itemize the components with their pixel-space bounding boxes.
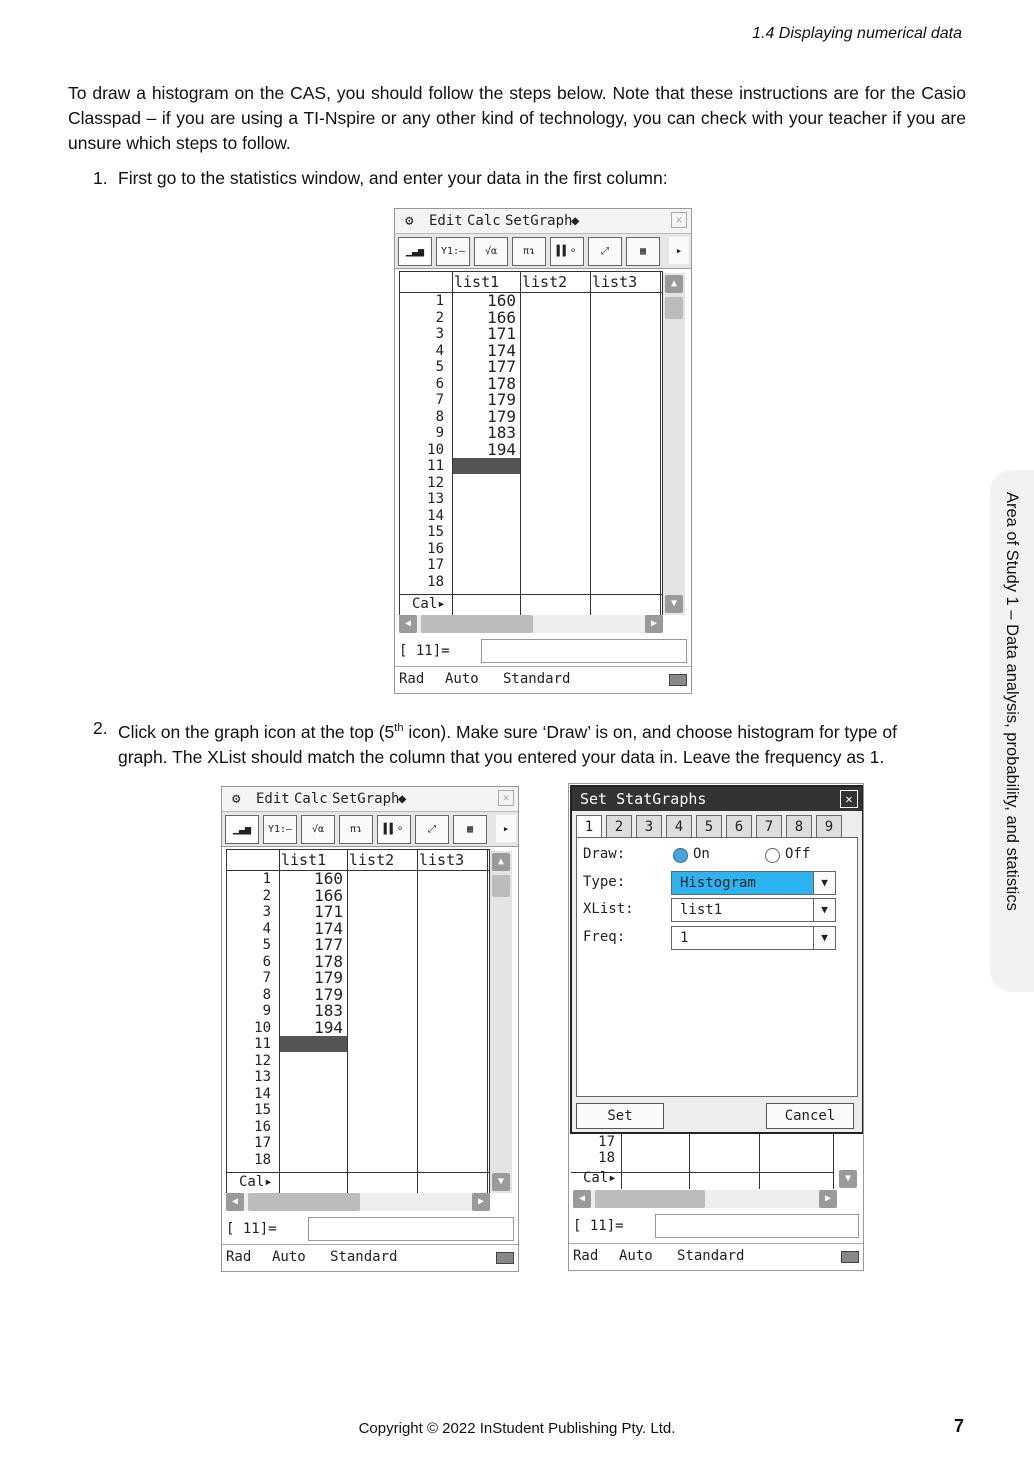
row-number: 14 [427,507,444,524]
grid-line [227,1172,489,1173]
stat-graph-icon[interactable]: ▁▃▅ [398,237,432,266]
list1-cell[interactable]: 183 [314,1001,343,1020]
intro-paragraph: To draw a histogram on the CAS, you should follow the steps below. Note that these instructions are for the Casio Classpad – if you are using a TI-Nspire or any other kind of technology, you can check with your teacher if you are unsure which steps to follow. [68,83,966,153]
pi-icon[interactable]: π↴ [339,815,373,844]
grid-line [759,1134,760,1189]
list1-cell[interactable]: 179 [487,390,516,409]
row-number: 14 [254,1085,271,1102]
menu-bar [222,787,518,812]
battery-icon [496,1252,514,1264]
row-number: 18 [254,1151,271,1168]
calculator-screen-1 [394,208,692,694]
side-tab [990,470,1034,992]
column-header-list1[interactable]: list1 [281,851,327,869]
row-number: 4 [262,920,271,937]
list1-cell[interactable]: 166 [314,885,343,905]
status-bar [395,666,691,693]
tab-3[interactable]: 3 [636,815,662,839]
step-1-number: 1. [93,168,108,188]
status-bar [569,1243,863,1270]
column-header-list2[interactable]: list2 [349,851,395,869]
list1-cell[interactable]: 166 [487,307,516,327]
step-2-superscript: th [394,722,404,734]
sqrt-alpha-icon[interactable]: √α [301,815,335,844]
status-mode: Auto [272,1249,306,1265]
close-icon[interactable]: ✕ [498,790,514,806]
list1-cell[interactable]: 171 [314,902,343,921]
row-number: 11 [254,1036,271,1052]
scroll-down-button[interactable]: ▼ [492,1173,510,1191]
row-number: 5 [262,937,271,953]
edit-menu[interactable]: Edit [256,791,290,807]
table-icon[interactable]: ▦ [453,815,487,844]
list1-cell[interactable]: 194 [487,439,516,459]
status-format: Standard [503,671,571,687]
freq-label: Freq: [583,929,626,945]
scroll-thumb[interactable] [492,875,510,897]
scroll-thumb[interactable] [248,1193,360,1211]
more-arrow-icon[interactable]: ▸ [669,237,689,264]
chevron-down-icon[interactable]: ▼ [813,872,835,894]
status-bar [222,1244,518,1271]
row-number: 10 [427,441,444,458]
scroll-thumb[interactable] [665,297,683,319]
row-number: 18 [427,573,444,590]
row-number: 1 [435,293,444,309]
draw-on-radio[interactable] [673,848,688,863]
row-number: 16 [427,540,444,557]
chevron-down-icon[interactable]: ▼ [813,927,835,949]
step-1-text: First go to the statistics window, and enter your data in the first column: [118,168,668,188]
entry-line [395,639,689,663]
status-mode: Auto [445,671,479,687]
draw-label: Draw: [583,846,626,862]
list1-cell[interactable]: 179 [314,984,343,1004]
grid-line [660,272,661,616]
step-2-text-b: icon). Make sure ‘Draw’ is on, and choose histogram for type of [403,721,897,742]
row-number: 2 [262,887,271,904]
grid-line [689,1134,690,1189]
set-button[interactable]: Set [576,1103,664,1129]
list1-cell[interactable]: 177 [487,357,516,376]
y-equals-icon[interactable]: Y1:— [436,237,470,266]
calculator-screen-3 [568,783,864,1271]
list1-cell[interactable]: 178 [487,373,516,393]
xlist-label: XList: [583,901,634,917]
calc-label: Cal▸ [239,1174,273,1190]
grid-line [590,272,591,616]
scroll-right-button[interactable]: ▶ [472,1193,490,1211]
grid-line [520,272,521,616]
graph-settings-icon[interactable]: ▌▌⚬ [377,815,411,844]
table-icon[interactable]: ▦ [626,237,660,266]
scroll-thumb[interactable] [421,615,533,633]
entry-line [569,1214,861,1238]
edit-menu[interactable]: Edit [429,213,463,229]
tab-1[interactable]: 1 [576,815,602,839]
row-number: 11 [427,458,444,474]
list1-cell[interactable]: 178 [314,951,343,971]
battery-icon [841,1251,859,1263]
row-number: 6 [262,953,271,970]
scroll-up-button[interactable]: ▲ [665,275,683,293]
graph-settings-icon[interactable]: ▌▌⚬ [550,237,584,266]
list1-cell[interactable]: 174 [314,918,343,938]
tab-7[interactable]: 7 [756,815,782,839]
list1-cell[interactable]: 177 [314,935,343,954]
vertical-scrollbar[interactable] [490,851,512,1193]
row-number: 7 [262,970,271,986]
selected-cell[interactable] [453,458,520,474]
scroll-left-button[interactable]: ◀ [399,615,417,633]
scroll-right-button[interactable]: ▶ [645,615,663,633]
type-label: Type: [583,874,626,890]
set-statgraphs-dialog [570,785,864,1134]
more-arrow-icon[interactable]: ▸ [496,815,516,842]
pi-icon[interactable]: π↴ [512,237,546,266]
spreadsheet-grid [226,849,490,1195]
list1-cell[interactable]: 160 [487,291,516,310]
battery-icon [669,674,687,686]
scroll-down-button[interactable]: ▼ [665,595,683,613]
horizontal-scrollbar[interactable] [399,615,663,633]
type-value: Histogram [672,872,818,894]
entry-label: [ 11]= [399,643,450,659]
entry-field[interactable] [308,1217,514,1241]
entry-line [222,1217,516,1241]
tab-4[interactable]: 4 [666,815,692,839]
dialog-body [576,837,858,1097]
spreadsheet-grid [399,271,663,617]
xlist-dropdown[interactable] [671,898,836,922]
column-header-list1[interactable]: list1 [454,273,500,291]
grid-line [347,850,348,1194]
menu-bar [395,209,691,234]
row-number: 13 [427,491,444,507]
list1-cell[interactable]: 174 [487,340,516,360]
draw-off-radio[interactable] [765,848,780,863]
list1-cell[interactable]: 171 [487,324,516,343]
row-number: 6 [435,375,444,392]
status-format: Standard [330,1249,398,1265]
column-header-list3[interactable]: list3 [592,273,638,291]
y-equals-icon[interactable]: Y1:— [263,815,297,844]
row-number: 18 [598,1150,615,1166]
grid-line [621,1134,622,1189]
calc-menu[interactable]: Calc [467,213,501,229]
row-number: 3 [262,904,271,920]
row-number: 5 [435,359,444,375]
setgraph-menu[interactable]: SetGraph [505,213,573,229]
dialog-close-icon[interactable]: ✕ [840,790,858,808]
status-angle: Rad [573,1248,599,1264]
draw-on-label: On [693,846,710,862]
side-tab-label: Area of Study 1 – Data analysis, probability, and statistics [1003,492,1021,911]
step-2-text-a: Click on the graph icon at the top (5 [118,721,395,742]
freq-dropdown[interactable] [671,926,836,950]
scroll-left-button[interactable]: ◀ [226,1193,244,1211]
row-number: 10 [254,1019,271,1036]
settings-menu-icon[interactable]: ⚙ [232,791,241,807]
list1-cell[interactable]: 160 [314,869,343,888]
row-number: 17 [427,557,444,573]
row-number: 4 [435,342,444,359]
tab-5[interactable]: 5 [696,815,722,839]
cancel-button[interactable]: Cancel [766,1103,854,1129]
toolbar [222,812,518,847]
row-number: 17 [254,1135,271,1151]
row-number: 13 [254,1069,271,1085]
step-2-text [118,716,966,770]
tab-2[interactable]: 2 [606,815,632,839]
entry-field[interactable] [481,639,687,663]
tab-8[interactable]: 8 [786,815,812,839]
column-header-list2[interactable]: list2 [522,273,568,291]
calc-label: Cal▸ [412,596,446,612]
status-angle: Rad [226,1249,252,1265]
row-number: 15 [427,524,444,540]
scroll-down-button[interactable]: ▼ [839,1170,857,1188]
page-number: 7 [954,1416,965,1436]
status-mode: Auto [619,1248,653,1264]
diamond-menu-icon[interactable]: ◆ [571,213,580,229]
row-number: 12 [254,1052,271,1069]
scroll-right-button[interactable]: ▶ [819,1190,837,1208]
grid-line [417,850,418,1194]
row-number: 7 [435,392,444,408]
row-number: 9 [435,425,444,441]
xlist-value: list1 [680,902,723,918]
draw-off-label: Off [785,846,811,862]
diamond-menu-icon[interactable]: ◆ [398,791,407,807]
status-format: Standard [677,1248,745,1264]
scroll-left-button[interactable]: ◀ [573,1190,591,1208]
scroll-thumb[interactable] [595,1190,705,1208]
dialog-title-bar [572,787,862,811]
row-number: 1 [262,871,271,887]
step-2-text-line2: graph. The XList should match the column that you entered your data in. Leave the frequency as 1. [118,746,885,767]
close-icon[interactable]: ✕ [671,212,687,228]
toolbar [395,234,691,269]
type-dropdown[interactable] [671,871,836,895]
grid-line [833,1134,834,1189]
list1-cell[interactable]: 179 [314,968,343,987]
vertical-scrollbar[interactable] [663,273,685,615]
list1-cell[interactable]: 183 [487,423,516,442]
row-number: 8 [262,986,271,1003]
row-number: 3 [435,326,444,342]
tab-9[interactable]: 9 [816,815,842,839]
list1-cell[interactable]: 179 [487,406,516,426]
calc-menu[interactable]: Calc [294,791,328,807]
grid-line [487,850,488,1194]
row-number: 15 [254,1102,271,1118]
dialog-title: Set StatGraphs [580,790,707,808]
step-1 [93,166,973,192]
calc-label: Cal▸ [583,1170,617,1186]
horizontal-scrollbar[interactable] [226,1193,490,1211]
step-2-number: 2. [93,718,108,738]
entry-label: [ 11]= [573,1218,624,1234]
row-number: 8 [435,408,444,425]
status-angle: Rad [399,671,425,687]
column-header-list3[interactable]: list3 [419,851,465,869]
row-number: 12 [427,474,444,491]
running-header: 1.4 Displaying numerical data [752,25,962,42]
grid-line [400,594,662,595]
setgraph-menu[interactable]: SetGraph [332,791,400,807]
calculator-screen-2 [221,786,519,1272]
stat-graph-icon[interactable]: ▁▃▅ [225,815,259,844]
row-number: 2 [435,309,444,326]
row-number: 16 [254,1118,271,1135]
zoom-icon[interactable]: ⤢ [588,237,622,266]
tab-6[interactable]: 6 [726,815,752,839]
scroll-up-button[interactable]: ▲ [492,853,510,871]
zoom-icon[interactable]: ⤢ [415,815,449,844]
footer-copyright: Copyright © 2022 InStudent Publishing Pty. Ltd. [358,1420,676,1437]
horizontal-scrollbar[interactable] [573,1190,837,1208]
list1-cell[interactable]: 194 [314,1017,343,1037]
freq-value: 1 [680,930,689,946]
step-2 [93,716,973,768]
settings-menu-icon[interactable]: ⚙ [405,213,414,229]
row-number: 9 [262,1003,271,1019]
entry-label: [ 11]= [226,1221,277,1237]
selected-cell[interactable] [280,1036,347,1052]
sqrt-alpha-icon[interactable]: √α [474,237,508,266]
chevron-down-icon[interactable]: ▼ [813,899,835,921]
row-number: 17 [598,1134,615,1150]
entry-field[interactable] [655,1214,859,1238]
